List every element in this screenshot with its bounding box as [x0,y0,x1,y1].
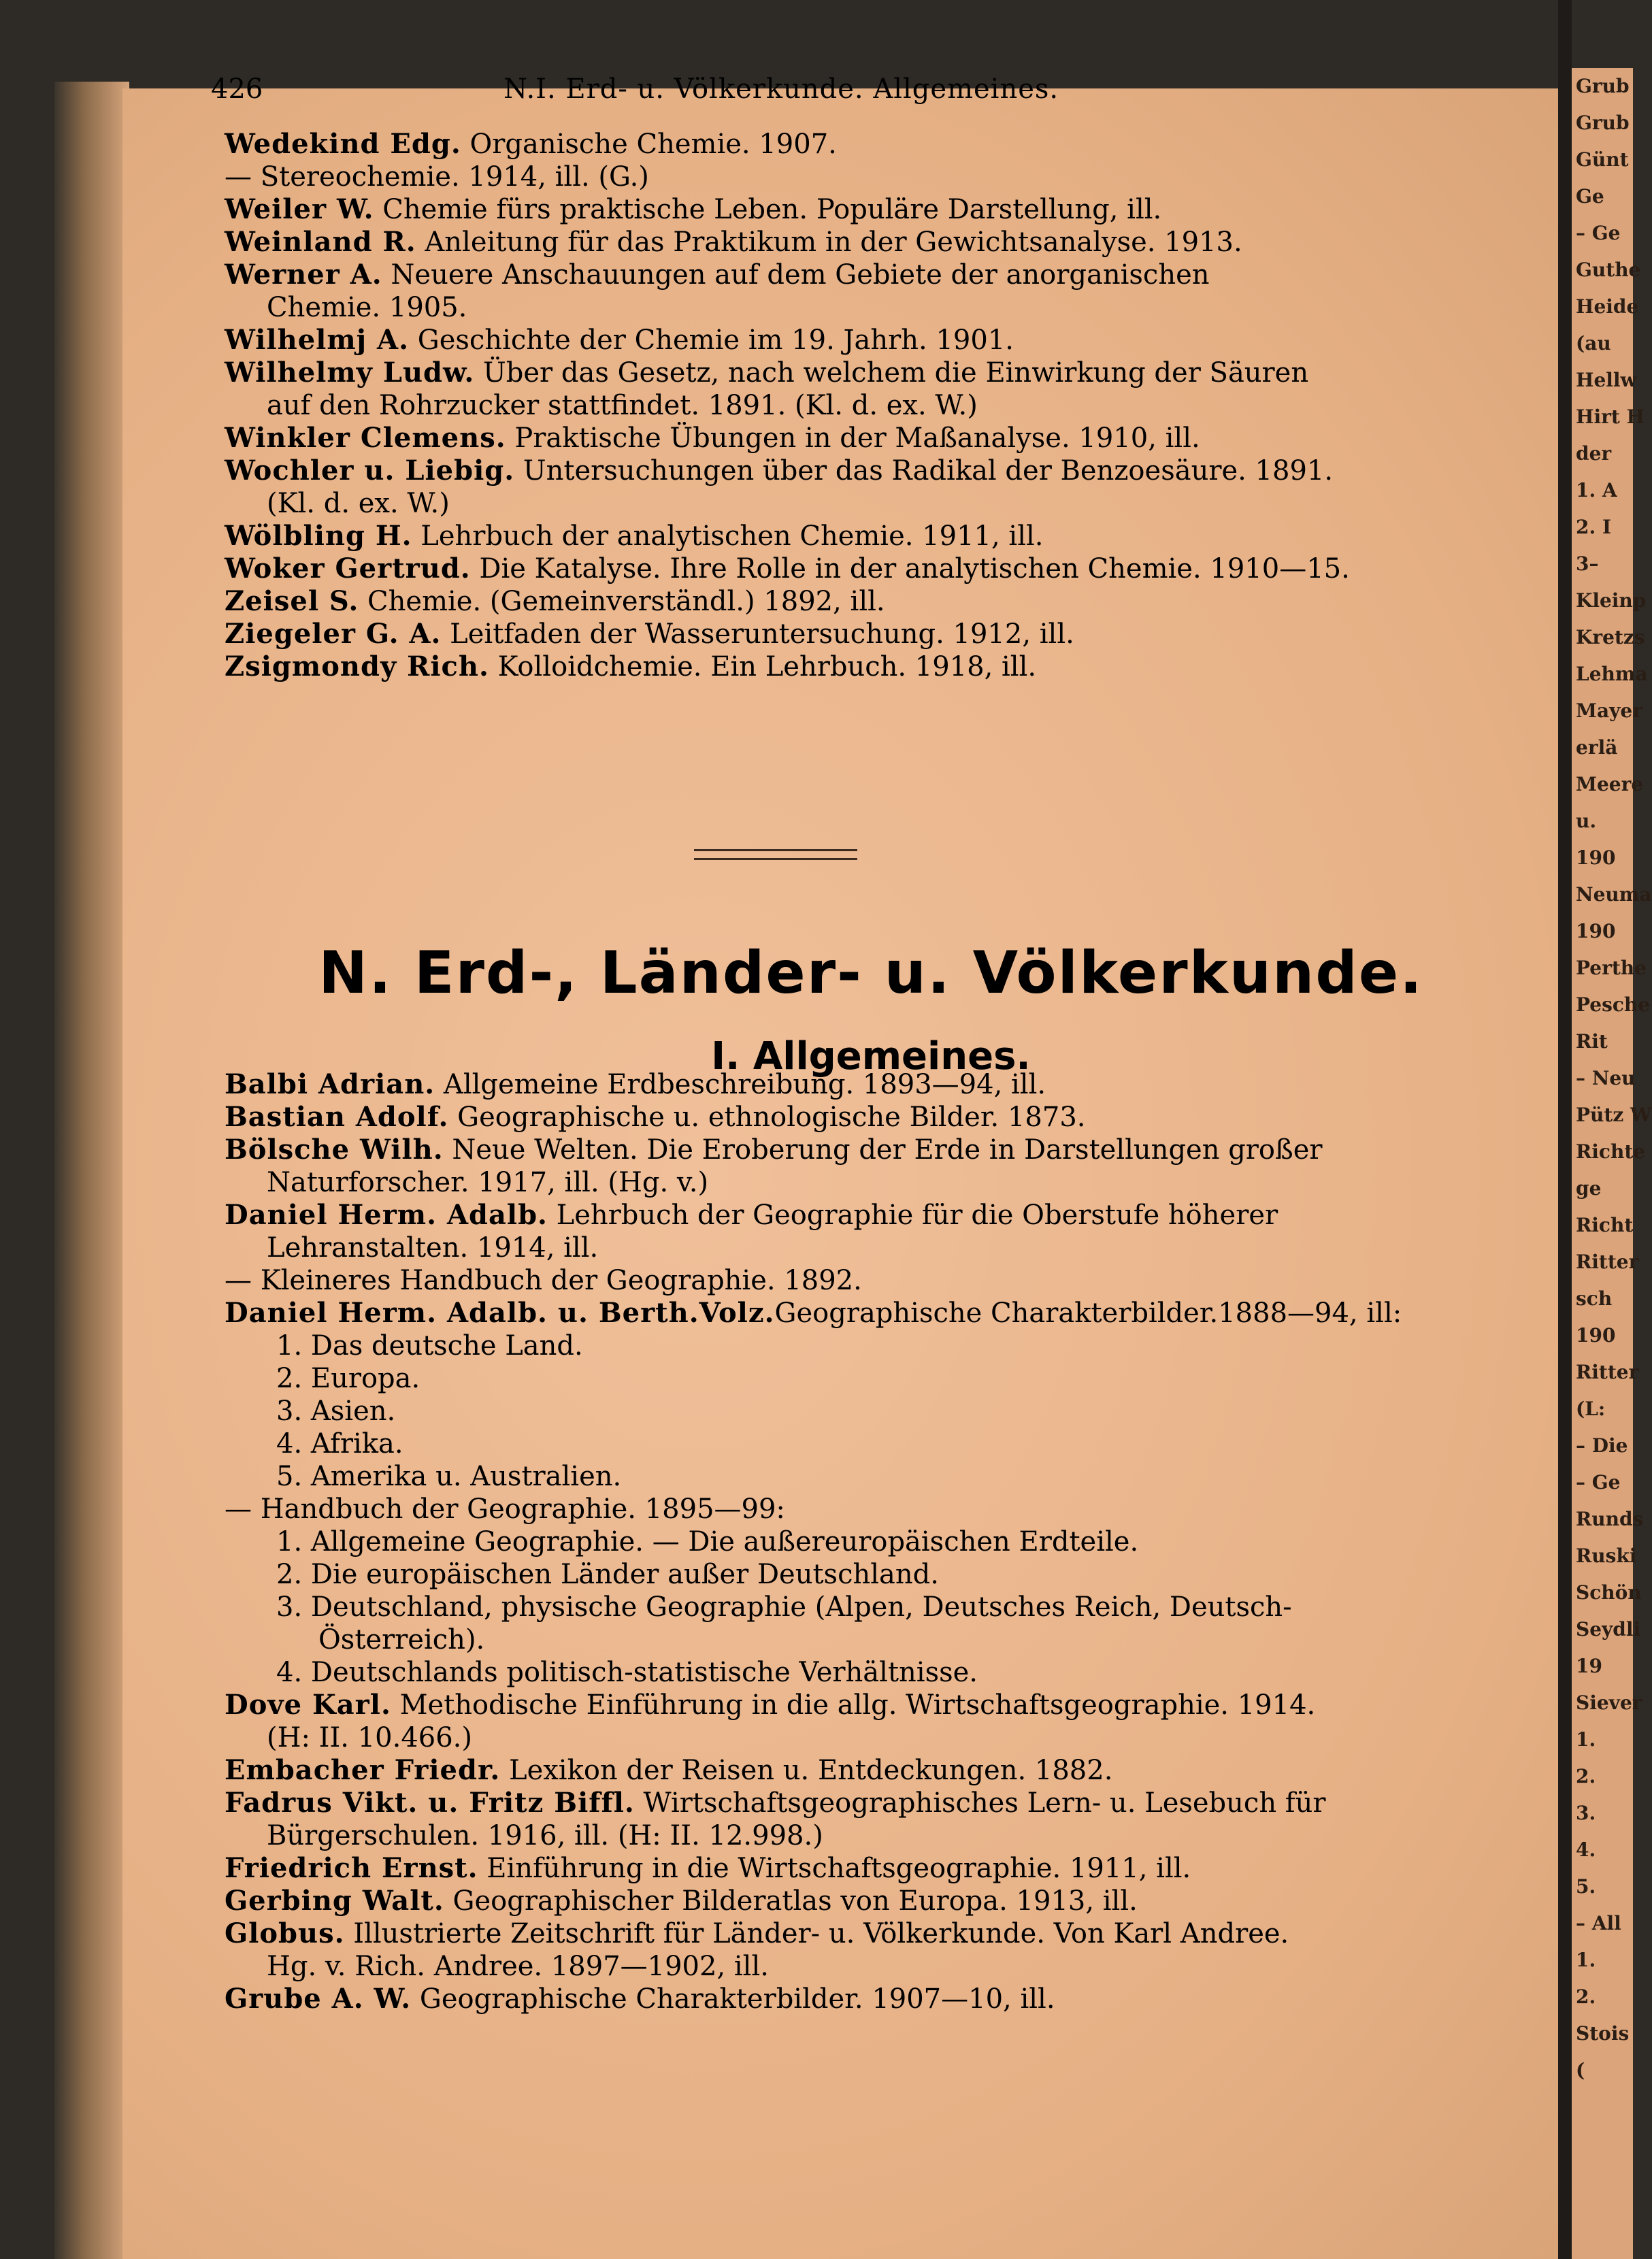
next-page-fragment: Richte [1576,1140,1646,1163]
entry-author: Globus. [225,1917,345,1949]
entry-text: Praktische Übungen in der Maßanalyse. 1910, ill. [506,423,1200,454]
next-page-edge [1572,68,1652,2259]
entry-text: (Kl. d. ex. W.) [267,488,450,519]
next-page-fragment: 190 [1576,1324,1616,1347]
bibliography-entry-line [225,422,1538,455]
next-page-fragment: Pütz W [1576,1104,1652,1126]
bibliography-entry-line [225,1232,1538,1264]
entry-text: Hg. v. Rich. Andree. 1897—1902, ill. [267,1951,769,1982]
next-page-fragment: der [1576,442,1612,465]
entry-author: Wochler u. Liebig. [225,455,515,487]
entry-author: Winkler Clemens. [225,422,506,454]
entry-text: 1. Das deutsche Land. [276,1330,583,1362]
entry-text: Anleitung für das Praktikum in der Gewichtsanalyse. 1913. [416,227,1242,258]
entry-author: Fadrus Vikt. u. Fritz Biffl. [225,1787,635,1819]
bibliography-entry-line [225,1950,1538,1983]
entry-text: Bürgerschulen. 1916, ill. (H: II. 12.998.) [267,1820,823,1851]
bibliography-entry-line [225,1526,1538,1558]
entry-text: Lehranstalten. 1914, ill. [267,1232,599,1264]
next-page-fragment: Seydli [1576,1618,1641,1640]
entry-text: 2. Die europäischen Länder außer Deutschland. [276,1559,939,1590]
next-page-fragment: 3– [1576,553,1599,575]
next-page-fragment: 1. A [1576,479,1617,501]
next-page-fragment: (L: [1576,1398,1606,1420]
bibliography-entry-line [225,193,1538,226]
bibliography-entry-line [225,553,1538,585]
entry-text: Kolloidchemie. Ein Lehrbuch. 1918, ill. [489,651,1037,682]
next-page-fragment: 2. I [1576,516,1612,538]
bibliography-entry-line [225,1917,1538,1950]
entry-text: Chemie. 1905. [267,292,467,323]
entry-text: Neuere Anschauungen auf dem Gebiete der anorganischen [382,259,1210,291]
bibliography-entry-line [225,1134,1538,1166]
bibliography-entry-line [225,1362,1538,1395]
entry-text: 3. Asien. [276,1396,396,1427]
next-page-fragment: 1. [1576,1728,1596,1751]
bibliography-entry-line [225,1558,1538,1591]
next-page-fragment: sch [1576,1287,1613,1310]
next-page-fragment: 1. [1576,1949,1596,1971]
entry-author: Daniel Herm. Adalb. u. Berth.Volz. [225,1297,775,1329]
next-page-fragment: ( [1576,2059,1585,2081]
entry-text: Geographischer Bilderatlas von Europa. 1913, ill. [444,1885,1138,1917]
entry-author: Woker Gertrud. [225,553,471,584]
next-page-fragment: u. [1576,810,1597,832]
running-title: N.I. Erd- u. Völkerkunde. Allgemeines. [503,73,1059,105]
bibliography-entry-line [225,1591,1538,1623]
bibliography-entry-line [225,487,1538,520]
next-page-fragment: Ritter [1576,1251,1639,1273]
entry-text: Geographische Charakterbilder.1888—94, ill: [774,1298,1402,1329]
bibliography-entry-line [225,1721,1538,1754]
entry-text: Untersuchungen über das Radikal der Benzoesäure. 1891. [514,455,1334,487]
bibliography-entry-line [225,618,1538,650]
bibliography-entry-line [225,1460,1538,1493]
bibliography-entry-line [225,455,1538,487]
next-page-fragment: Pesche [1576,993,1651,1016]
bibliography-entry-line [225,291,1538,324]
entry-text: Wirtschaftsgeographisches Lern- u. Lesebuch für [634,1787,1326,1819]
next-page-fragment: ge [1576,1177,1602,1200]
bibliography-entry-line [225,1787,1538,1819]
next-page-fragment: erlä [1576,736,1618,759]
next-page-fragment: 2. [1576,1765,1596,1787]
bibliography-entry-line [225,1983,1538,2015]
next-page-fragment: Günt [1576,148,1629,171]
entry-text: auf den Rohrzucker stattfindet. 1891. (Kl. d. ex. W.) [267,390,978,421]
bibliography-entry-line [225,1101,1538,1134]
entry-text: Chemie fürs praktische Leben. Populäre Darstellung, ill. [374,194,1162,225]
bibliography-entry-line [225,1264,1538,1297]
entry-text: Chemie. (Gemeinverständl.) 1892, ill. [359,586,885,617]
entry-text: — Handbuch der Geographie. 1895—99: [225,1494,785,1525]
bibliography-entry-line [225,1330,1538,1362]
entry-author: Weiler W. [225,193,374,225]
next-page-fragment: Stois [1576,2022,1630,2045]
bibliography-entry-line [225,1395,1538,1428]
entry-text: Organische Chemie. 1907. [461,129,837,160]
bibliography-entry-line [225,1819,1538,1852]
entry-text: Geographische u. ethnologische Bilder. 1873. [448,1102,1086,1133]
next-page-fragment: Ruski [1576,1545,1637,1567]
entry-text: Illustrierte Zeitschrift für Länder- u. Völkerkunde. Von Karl Andree. [344,1918,1289,1949]
next-page-fragment: 19 [1576,1655,1602,1677]
book-page-edges [54,82,129,2259]
entry-text: Methodische Einführung in die allg. Wirtschaftsgeographie. 1914. [391,1689,1316,1721]
bibliography-entry-line [225,520,1538,553]
entry-author: Zeisel S. [225,585,359,617]
next-page-fragment: Perthe [1576,957,1647,979]
entry-author: Werner A. [225,259,382,291]
next-page-fragment: Ritter [1576,1361,1639,1383]
bibliography-entry-line [225,585,1538,618]
next-page-fragment: 5. [1576,1875,1596,1898]
bibliography-entry-line [225,259,1538,291]
next-page-fragment: – Neu [1576,1067,1636,1089]
entry-text: Lexikon der Reisen u. Entdeckungen. 1882. [500,1755,1113,1786]
next-page-fragment: Rit [1576,1030,1608,1053]
next-page-fragment: Kretzs [1576,626,1645,648]
next-page-fragment: Meere [1576,773,1644,795]
bibliography-entry-line [225,357,1538,389]
entry-author: Bastian Adolf. [225,1101,449,1133]
entry-text: 1. Allgemeine Geographie. — Die außereuropäischen Erdteile. [276,1526,1139,1557]
next-page-fragment: Kleinp [1576,589,1647,612]
next-page-fragment: Guthe [1576,259,1641,281]
bibliography-entry-line [225,1297,1538,1330]
bibliography-entry-line [225,1166,1538,1199]
entry-text: Österreich). [318,1624,485,1655]
bibliography-list-top [225,128,1538,683]
next-page-fragment: Ge [1576,185,1604,208]
entry-text: Lehrbuch der analytischen Chemie. 1911, ill. [412,521,1044,552]
entry-text: Geographische Charakterbilder. 1907—10, ill. [411,1983,1055,2015]
entry-text: — Stereochemie. 1914, ill. (G.) [225,161,649,193]
entry-text: Neue Welten. Die Eroberung der Erde in Darstellungen großer [443,1134,1323,1166]
next-page-fragment: Neuma [1576,883,1652,906]
next-page-fragment: Hellw [1576,369,1637,391]
next-page-fragment: Mayer [1576,699,1642,722]
next-page-fragment: Runds [1576,1508,1644,1530]
next-page-fragment: Hirt H [1576,406,1645,428]
section-title: N. Erd-, Länder- u. Völkerkunde. [318,939,1423,1007]
next-page-fragment: Richt [1576,1214,1634,1236]
entry-text: Die Katalyse. Ihre Rolle in der analytischen Chemie. 1910—15. [470,553,1350,584]
entry-text: 4. Afrika. [276,1428,403,1460]
bibliography-entry-line [225,1656,1538,1689]
bibliography-entry-line [225,128,1538,161]
entry-text: Leitfaden der Wasseruntersuchung. 1912, ill. [441,619,1074,650]
bibliography-entry-line [225,650,1538,683]
bibliography-entry-line [225,1623,1538,1656]
entry-author: Dove Karl. [225,1689,391,1721]
entry-author: Weinland R. [225,226,416,258]
next-page-fragment: – Ge [1576,222,1621,244]
entry-text: 3. Deutschland, physische Geographie (Alpen, Deutsches Reich, Deutsch- [276,1592,1292,1623]
entry-text: (H: II. 10.466.) [267,1722,472,1753]
entry-text: 2. Europa. [276,1363,420,1394]
entry-author: Wölbling H. [225,520,412,552]
subsection-title: I. Allgemeines. [711,1034,1031,1078]
entry-author: Friedrich Ernst. [225,1852,478,1884]
entry-text: Lehrbuch der Geographie für die Oberstufe höherer [547,1200,1278,1231]
bibliography-entry-line [225,161,1538,193]
bibliography-entry-line [225,1852,1538,1885]
next-page-fragment: Lehma [1576,663,1648,685]
next-page-fragment: 190 [1576,920,1616,942]
page-header [211,73,1504,114]
entry-author: Wilhelmy Ludw. [225,357,475,389]
page-number: 426 [211,73,263,105]
entry-author: Daniel Herm. Adalb. [225,1199,548,1231]
bibliography-entry-line [225,1068,1538,1101]
bibliography-entry-line [225,1493,1538,1526]
next-page-fragment: 4. [1576,1838,1596,1861]
entry-text: 4. Deutschlands politisch-statistische Verhältnisse. [276,1657,978,1688]
entry-author: Bölsche Wilh. [225,1134,444,1166]
bibliography-entry-line [225,1199,1538,1232]
next-page-fragment: Schön [1576,1581,1642,1604]
entry-author: Gerbing Walt. [225,1885,444,1917]
bibliography-entry-line [225,226,1538,259]
next-page-fragment: (au [1576,332,1611,354]
entry-author: Ziegeler G. A. [225,618,442,650]
bibliography-list-bottom [225,1068,1538,2015]
book-gutter [1558,0,1572,2259]
next-page-fragment: 190 [1576,846,1616,869]
next-page-fragment: Grub [1576,112,1630,134]
entry-text: Geschichte der Chemie im 19. Jahrh. 1901. [409,325,1014,356]
bibliography-entry-line [225,324,1538,357]
next-page-fragment: – Die [1576,1434,1628,1457]
entry-author: Wilhelmj A. [225,324,410,356]
entry-author: Zsigmondy Rich. [225,650,489,682]
entry-text: — Kleineres Handbuch der Geographie. 1892. [225,1265,862,1296]
entry-text: Einführung in die Wirtschaftsgeographie. 1911, ill. [478,1853,1191,1884]
entry-author: Embacher Friedr. [225,1754,501,1786]
entry-text: 5. Amerika u. Australien. [276,1461,622,1492]
next-page-fragment: – All [1576,1912,1621,1934]
next-page-fragment: Heide [1576,295,1639,318]
entry-author: Grube A. W. [225,1983,412,2015]
entry-author: Balbi Adrian. [225,1068,435,1100]
bibliography-entry-line [225,1754,1538,1787]
entry-text: Naturforscher. 1917, ill. (Hg. v.) [267,1167,709,1198]
bibliography-entry-line [225,389,1538,422]
next-page-fragment: Grub [1576,75,1630,97]
bibliography-entry-line [225,1428,1538,1460]
entry-author: Wedekind Edg. [225,128,461,160]
next-page-fragment: 2. [1576,1985,1596,2008]
section-divider [694,849,857,860]
bibliography-entry-line [225,1689,1538,1721]
entry-text: Über das Gesetz, nach welchem die Einwirkung der Säuren [474,357,1309,389]
entry-text: Allgemeine Erdbeschreibung. 1893—94, ill. [435,1069,1046,1100]
next-page-fragment: Siever [1576,1692,1642,1714]
next-page-fragment: – Ge [1576,1471,1621,1494]
bibliography-entry-line [225,1885,1538,1917]
next-page-fragment: 3. [1576,1802,1596,1824]
